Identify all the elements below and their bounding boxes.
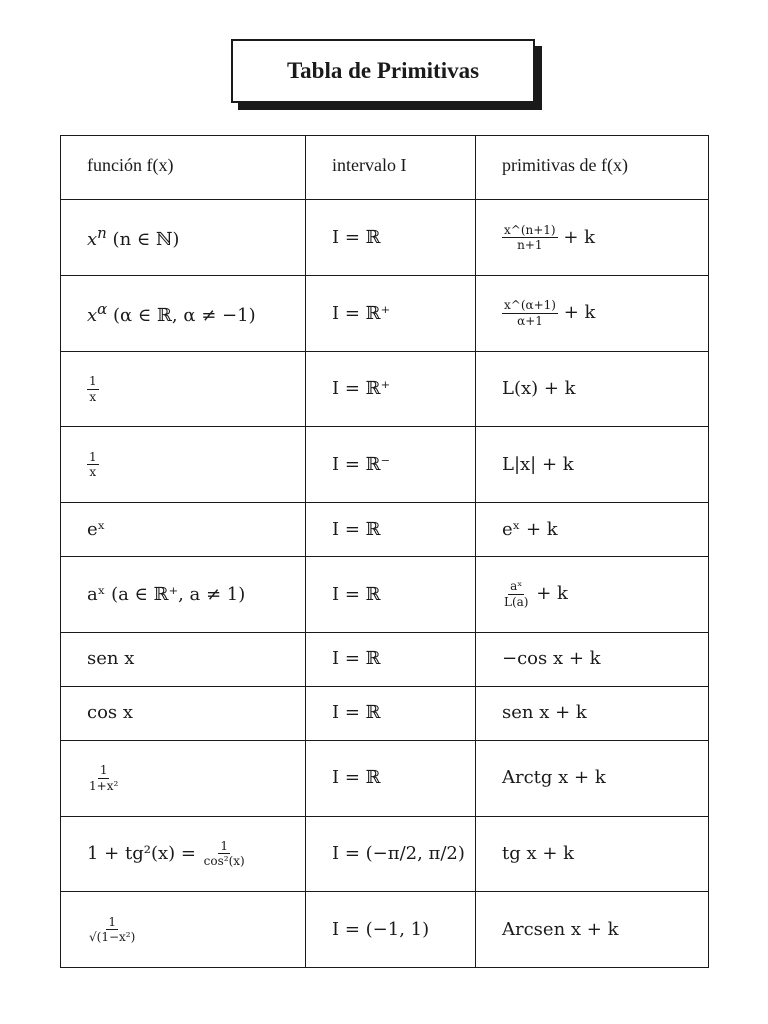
page-title <box>231 39 535 103</box>
function-cell: eˣ <box>61 503 306 557</box>
header-intervalo: intervalo I <box>306 136 476 200</box>
table-row <box>61 503 709 557</box>
table-header-row <box>61 136 709 200</box>
function-fraction: $\frac{1}{\text{√(1−x²)}}$ <box>89 914 136 945</box>
primitive-cell: $\frac{x\^{}(n+1)}{n+1}$ + k <box>476 200 709 276</box>
interval-cell: I = (−1, 1) <box>306 892 476 968</box>
function-cell <box>61 740 306 816</box>
function-fraction: $\frac{1}{x}$ <box>89 374 97 404</box>
function-fraction: $\frac{1}{\text{cos²(x)}}$ <box>203 838 245 869</box>
table-row <box>61 351 709 427</box>
title-text: Tabla de Primitivas <box>286 58 480 83</box>
table-row <box>61 632 709 686</box>
interval-cell: I = ℝ <box>306 200 476 276</box>
primitive-fraction: $\frac{x\^{}(\alpha+1)}{\alpha+1}$ <box>504 298 556 328</box>
function-cell: 1 + tg²(x) = $\frac{1}{\text{cos²(x)}}$ <box>61 816 306 892</box>
function-cell <box>61 892 306 968</box>
interval-cell: I = ℝ <box>306 632 476 686</box>
primitives-table <box>60 135 709 968</box>
interval-cell: I = ℝ <box>306 557 476 633</box>
primitive-cell: $\frac{\text{aˣ}}{L(a)}$ + k <box>476 557 709 633</box>
table-row <box>61 427 709 503</box>
primitive-fraction: $\frac{x\^{}(n+1)}{n+1}$ <box>504 222 556 253</box>
function-fraction: $\frac{1}{\text{1+x²}}$ <box>89 763 119 793</box>
interval-cell: I = ℝ <box>306 503 476 557</box>
table-row <box>61 200 709 276</box>
function-cell: $x^n$ (n ∈ ℕ) <box>61 200 306 276</box>
interval-cell: I = ℝ <box>306 740 476 816</box>
primitive-cell: Arctg x + k <box>476 740 709 816</box>
function-cell <box>61 427 306 503</box>
interval-cell: I = ℝ <box>306 686 476 740</box>
primitive-cell: L(x) + k <box>476 351 709 427</box>
header-primitivas: primitivas de f(x) <box>476 136 709 200</box>
interval-cell: I = ℝ⁺ <box>306 276 476 352</box>
primitive-cell: sen x + k <box>476 686 709 740</box>
primitive-cell: eˣ + k <box>476 503 709 557</box>
interval-cell: I = (−π/2, π/2) <box>306 816 476 892</box>
function-cell: $x^\alpha$ (α ∈ ℝ, α ≠ −1) <box>61 276 306 352</box>
primitive-fraction: $\frac{\text{aˣ}}{L(a)}$ <box>504 579 529 610</box>
primitive-cell: −cos x + k <box>476 632 709 686</box>
header-funcion: función f(x) <box>61 136 306 200</box>
table-row <box>61 892 709 968</box>
primitive-cell: $\frac{x\^{}(\alpha+1)}{\alpha+1}$ + k <box>476 276 709 352</box>
table-row <box>61 740 709 816</box>
function-cell: sen x <box>61 632 306 686</box>
table-row <box>61 276 709 352</box>
table-row <box>61 686 709 740</box>
interval-cell: I = ℝ⁺ <box>306 351 476 427</box>
function-fraction: $\frac{1}{x}$ <box>89 449 97 480</box>
table-row <box>61 816 709 892</box>
primitive-cell: Arcsen x + k <box>476 892 709 968</box>
primitive-cell: L|x| + k <box>476 427 709 503</box>
function-cell <box>61 351 306 427</box>
function-cell: aˣ (a ∈ ℝ⁺, a ≠ 1) <box>61 557 306 633</box>
interval-cell: I = ℝ⁻ <box>306 427 476 503</box>
table-row <box>61 557 709 633</box>
function-cell: cos x <box>61 686 306 740</box>
primitive-cell: tg x + k <box>476 816 709 892</box>
